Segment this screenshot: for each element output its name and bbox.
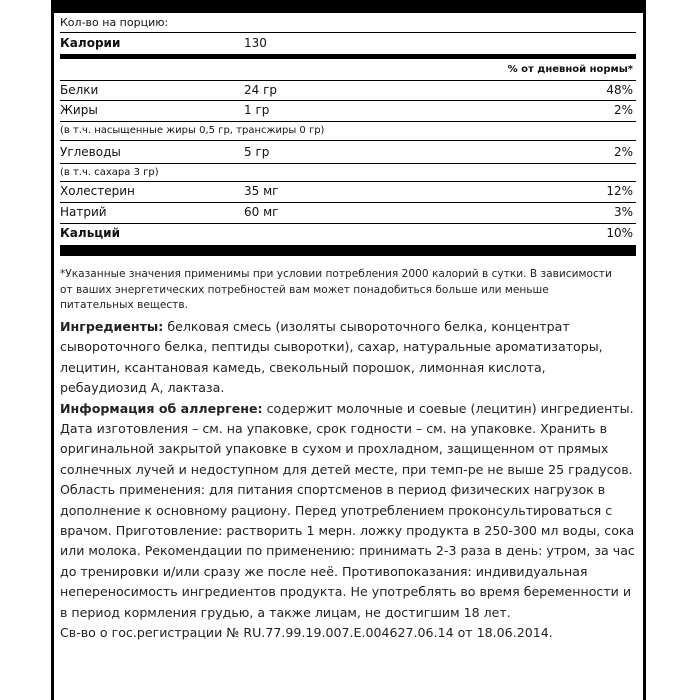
divider — [60, 100, 636, 101]
nutrient-label: Углеводы — [60, 145, 121, 159]
allergen-title: Информация об аллергене: — [60, 400, 263, 416]
registration-paragraph: Св-во о гос.регистрации № RU.77.99.19.007.Е.004627.06.14 от 18.06.2014. — [60, 625, 553, 641]
divider — [60, 140, 636, 141]
divider — [60, 202, 636, 203]
ingredients-title: Ингредиенты: — [60, 319, 164, 334]
divider — [60, 181, 636, 182]
product-info — [60, 317, 636, 644]
calories-value: 130 — [244, 36, 267, 50]
thick-divider — [60, 54, 636, 59]
allergen-text: содержит молочные и соевые (лецитин) ингредиенты. — [262, 400, 634, 416]
allergen-paragraph — [60, 399, 636, 419]
nutrient-amount: 60 мг — [244, 205, 279, 219]
divider — [60, 80, 636, 81]
sugar-note: (в т.ч. сахара 3 гр) — [60, 167, 159, 178]
nutrient-amount: 35 мг — [244, 184, 279, 198]
thick-divider — [60, 245, 636, 256]
nutrient-label: Кальций — [60, 226, 120, 240]
nutrient-amount: 24 гр — [244, 83, 278, 97]
nutrient-label: Белки — [60, 83, 99, 97]
production-paragraph: Дата изготовления – см. на упаковке, срок годности – см. на упаковке. Хранить в оригинальной закрытой упаковке в сухом и прохладном, защищенном от прямых солнечных лучей и недоступном для детей месте, при темп-ре не выше 25 градусов. — [60, 421, 633, 477]
nutrient-label: Жиры — [60, 103, 98, 117]
usage-paragraph: Область применения: для питания спортсменов в период физических нагрузок в дополнение к основному рациону. Перед употреблением проконсультироваться с врачом. Приготовление: растворить 1 мерн. ложку продукта в 250-300 мл воды, сока или молока. Рекомендации по применению: принимать 2-3 раза в день: утром, за час до тренировки и/или сразу же после неё. Противопоказания: индивидуальная непереносимость ингредиентов продукта. Не употреблять во время беременности и в период кормления грудью, а также лицам, не достигшим 18 лет. — [60, 482, 635, 620]
nutrient-dv: 48% — [606, 83, 633, 97]
nutrient-label: Натрий — [60, 205, 107, 219]
dv-footnote: *Указанные значения применимы при условии потребления 2000 калорий в сутки. В зависимости от ваших энергетических потребностей вам может понадобиться больше или меньше питательных веществ. — [60, 268, 612, 311]
label-top-bar — [51, 0, 646, 13]
nutrient-dv: 2% — [613, 145, 633, 159]
divider — [60, 163, 636, 164]
nutrient-dv: 12% — [606, 184, 633, 198]
ingredients-text: белковая смесь (изоляты сывороточного белка, концентрат сывороточного белка, пептиды сыворотки), сахар, натуральные ароматизаторы, лецитин, ксантановая камедь, свекольный порошок, лимонная кислота, ребаудиозид А, лактаза. — [60, 319, 603, 396]
nutrient-dv: 10% — [606, 226, 633, 240]
nutrient-amount: 1 гр — [244, 103, 270, 117]
divider — [60, 121, 636, 122]
nutrient-dv: 3% — [613, 205, 633, 219]
calories-label: Калории — [60, 36, 121, 50]
fat-note: (в т.ч. насыщенные жиры 0,5 гр, трансжиры 0 гр) — [60, 125, 325, 136]
nutrient-label: Холестерин — [60, 184, 135, 198]
nutrient-amount: 5 гр — [244, 145, 270, 159]
divider — [60, 32, 636, 33]
divider — [60, 223, 636, 224]
dv-header: % от дневной нормы* — [507, 64, 633, 75]
ingredients-paragraph — [60, 317, 636, 399]
serving-header: Кол-во на порцию: — [60, 16, 169, 29]
nutrient-dv: 2% — [613, 103, 633, 117]
